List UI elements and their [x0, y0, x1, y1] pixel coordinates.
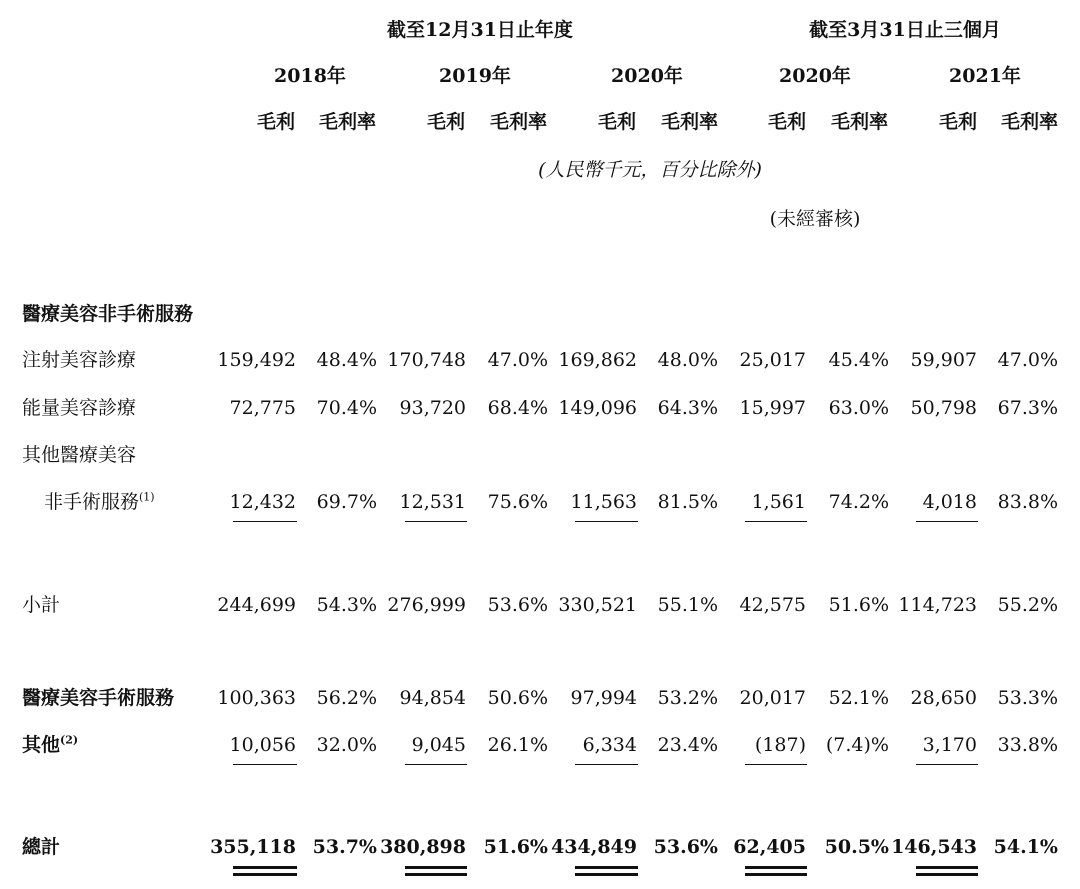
subtotal-rule	[405, 764, 467, 765]
gross-margin-cell: 74.2%	[828, 491, 889, 513]
gross-profit-cell: 20,017	[739, 687, 806, 709]
subtotal-rule	[575, 521, 638, 522]
gross-profit-cell: 62,405	[733, 836, 806, 858]
gross-profit-cell: 12,531	[399, 491, 466, 513]
gross-margin-cell: 63.0%	[828, 397, 889, 419]
gross-profit-cell: 1,561	[751, 491, 806, 513]
header-gross-profit: 毛利	[597, 111, 636, 133]
gross-margin-cell: 67.3%	[997, 397, 1058, 419]
gross-profit-cell: 28,650	[910, 687, 977, 709]
header-gross-margin: 毛利率	[660, 111, 718, 133]
row-label: 注射美容診療	[22, 349, 137, 371]
header-gross-margin: 毛利率	[830, 111, 888, 133]
header-year-2020-q1: 2020年	[779, 65, 851, 87]
gross-profit-cell: (187)	[754, 734, 806, 756]
header-gross-margin: 毛利率	[1000, 111, 1058, 133]
row-label-continued: 非手術服務$^{(1)}$	[44, 490, 155, 513]
header-year-2021-q1: 2021年	[949, 65, 1021, 87]
gross-margin-cell: 48.0%	[657, 349, 718, 371]
gross-margin-cell: 23.4%	[657, 734, 718, 756]
gross-margin-cell: 33.8%	[997, 734, 1058, 756]
gross-profit-cell: 4,018	[922, 491, 977, 513]
gross-margin-cell: 45.4%	[828, 349, 889, 371]
gross-profit-cell: 276,999	[387, 594, 466, 616]
row-label: 其他醫療美容	[22, 444, 137, 466]
gross-profit-cell: 94,854	[399, 687, 466, 709]
gross-margin-cell: 50.6%	[487, 687, 548, 709]
gross-margin-cell: 53.3%	[997, 687, 1058, 709]
header-group-year: 截至12月31日止年度	[387, 19, 573, 41]
gross-profit-cell: 244,699	[217, 594, 296, 616]
gross-margin-cell: 55.1%	[657, 594, 718, 616]
gross-profit-cell: 25,017	[739, 349, 806, 371]
gross-margin-cell: 51.6%	[483, 836, 548, 858]
header-gross-margin: 毛利率	[489, 111, 547, 133]
gross-margin-cell: 53.6%	[487, 594, 548, 616]
gross-profit-cell: 6,334	[582, 734, 637, 756]
gross-margin-cell: 53.6%	[653, 836, 718, 858]
header-gross-profit: 毛利	[767, 111, 806, 133]
gross-profit-cell: 170,748	[387, 349, 466, 371]
header-year-2019: 2019年	[439, 65, 511, 87]
subtotal-rule	[745, 764, 807, 765]
gross-margin-cell: 69.7%	[316, 491, 377, 513]
subtotal-rule	[405, 521, 467, 522]
gross-profit-cell: 330,521	[558, 594, 637, 616]
gross-margin-cell: 47.0%	[487, 349, 548, 371]
subtotal-rule	[233, 521, 297, 522]
subtotal-rule	[233, 764, 297, 765]
header-year-2020: 2020年	[611, 65, 683, 87]
header-gross-margin: 毛利率	[318, 111, 376, 133]
gross-margin-cell: 54.3%	[316, 594, 377, 616]
gross-margin-cell: 26.1%	[487, 734, 548, 756]
gross-profit-cell: 10,056	[229, 734, 296, 756]
header-year-2018: 2018年	[274, 65, 346, 87]
gross-margin-cell: 53.7%	[312, 836, 377, 858]
total-double-rule	[575, 873, 638, 876]
gross-profit-cell: 380,898	[380, 836, 466, 858]
gross-margin-cell: 51.6%	[828, 594, 889, 616]
gross-margin-cell: 48.4%	[316, 349, 377, 371]
header-gross-profit: 毛利	[938, 111, 977, 133]
section-title: 醫療美容非手術服務	[22, 303, 194, 325]
gross-margin-cell: 53.2%	[657, 687, 718, 709]
gross-profit-cell: 93,720	[399, 397, 466, 419]
gross-profit-cell: 3,170	[922, 734, 977, 756]
total-double-rule	[405, 866, 467, 869]
gross-profit-cell: 50,798	[910, 397, 977, 419]
subtotal-rule	[916, 521, 978, 522]
row-label: 總計	[22, 836, 61, 858]
gross-margin-cell: 52.1%	[828, 687, 889, 709]
gross-margin-cell: 47.0%	[997, 349, 1058, 371]
gross-profit-cell: 59,907	[910, 349, 977, 371]
header-gross-profit: 毛利	[426, 111, 465, 133]
gross-profit-cell: 169,862	[558, 349, 637, 371]
footnote-marker: (1)	[139, 490, 155, 504]
gross-margin-cell: 54.1%	[993, 836, 1058, 858]
gross-profit-cell: 114,723	[898, 594, 977, 616]
gross-profit-cell: 9,045	[411, 734, 466, 756]
row-label: 小計	[22, 594, 61, 616]
total-double-rule	[405, 873, 467, 876]
total-double-rule	[575, 866, 638, 869]
gross-margin-cell: 56.2%	[316, 687, 377, 709]
gross-profit-cell: 97,994	[570, 687, 637, 709]
gross-profit-cell: 146,543	[891, 836, 977, 858]
gross-margin-cell: 75.6%	[487, 491, 548, 513]
total-double-rule	[916, 873, 978, 876]
gross-profit-cell: 100,363	[217, 687, 296, 709]
gross-profit-cell: 42,575	[739, 594, 806, 616]
gross-margin-cell: (7.4)%	[825, 734, 889, 756]
row-label: 醫療美容手術服務	[22, 687, 175, 709]
gross-margin-cell: 64.3%	[657, 397, 718, 419]
total-double-rule	[233, 866, 297, 869]
gross-margin-cell: 68.4%	[487, 397, 548, 419]
gross-margin-cell: 50.5%	[824, 836, 889, 858]
gross-profit-cell: 355,118	[210, 836, 296, 858]
footnote-marker: (2)	[60, 733, 79, 747]
row-label: 其他$^{(2)}$	[22, 733, 79, 756]
total-double-rule	[916, 866, 978, 869]
gross-margin-cell: 70.4%	[316, 397, 377, 419]
gross-profit-cell: 159,492	[217, 349, 296, 371]
total-double-rule	[745, 873, 807, 876]
gross-profit-cell: 434,849	[551, 836, 637, 858]
subtotal-rule	[745, 521, 807, 522]
gross-margin-cell: 83.8%	[997, 491, 1058, 513]
gross-profit-cell: 11,563	[570, 491, 637, 513]
gross-margin-cell: 32.0%	[316, 734, 377, 756]
unit-note: (人民幣千元，百分比除外)	[538, 159, 762, 181]
total-double-rule	[745, 866, 807, 869]
header-gross-profit: 毛利	[256, 111, 295, 133]
gross-profit-cell: 15,997	[739, 397, 806, 419]
gross-profit-cell: 72,775	[229, 397, 296, 419]
header-group-quarter: 截至3月31日止三個月	[809, 19, 1001, 41]
subtotal-rule	[916, 764, 978, 765]
row-label: 能量美容診療	[22, 397, 137, 419]
total-double-rule	[233, 873, 297, 876]
unaudited-note: (未經審核)	[769, 208, 861, 230]
gross-margin-cell: 81.5%	[657, 491, 718, 513]
gross-profit-cell: 12,432	[229, 491, 296, 513]
gross-profit-cell: 149,096	[558, 397, 637, 419]
subtotal-rule	[575, 764, 638, 765]
gross-margin-cell: 55.2%	[997, 594, 1058, 616]
